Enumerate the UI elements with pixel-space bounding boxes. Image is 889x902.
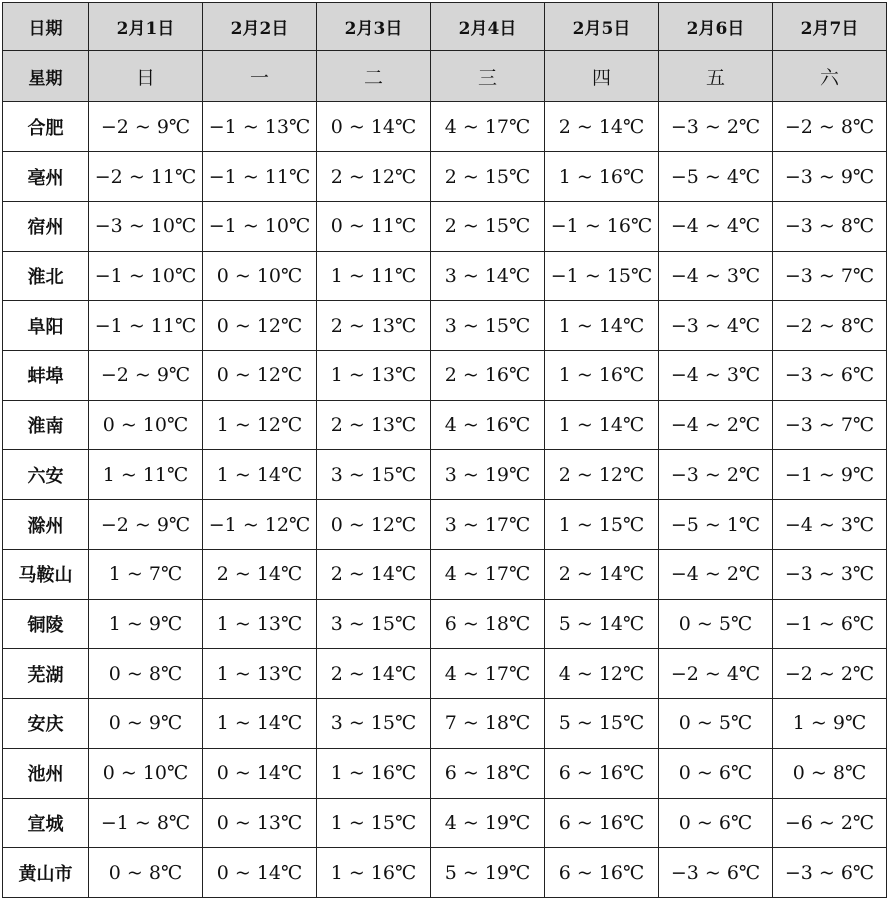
temperature-cell: −2 ~ 9℃ <box>89 351 203 401</box>
weekday-header-row <box>3 50 887 102</box>
temperature-cell: −2 ~ 4℃ <box>659 649 773 699</box>
date-header-cell: 2月1日 <box>89 3 203 51</box>
temperature-cell: 1 ~ 16℃ <box>545 152 659 202</box>
city-name-cell: 滁州 <box>3 500 89 550</box>
temperature-cell: −3 ~ 4℃ <box>659 301 773 351</box>
temperature-cell: 2 ~ 16℃ <box>431 351 545 401</box>
table-row <box>3 599 887 649</box>
temperature-cell: 0 ~ 6℃ <box>659 748 773 798</box>
city-name-cell: 安庆 <box>3 699 89 749</box>
table-row <box>3 301 887 351</box>
temperature-cell: −3 ~ 6℃ <box>773 351 887 401</box>
temperature-cell: −1 ~ 8℃ <box>89 798 203 848</box>
city-name-cell: 合肥 <box>3 102 89 152</box>
temperature-cell: 2 ~ 14℃ <box>545 549 659 599</box>
temperature-cell: 3 ~ 15℃ <box>317 599 431 649</box>
date-header-cell: 2月3日 <box>317 3 431 51</box>
table-row <box>3 450 887 500</box>
temperature-cell: 2 ~ 14℃ <box>203 549 317 599</box>
temperature-cell: 7 ~ 18℃ <box>431 699 545 749</box>
weekday-header-cell: 五 <box>659 50 773 102</box>
weekday-header-cell: 六 <box>773 50 887 102</box>
city-name-cell: 淮北 <box>3 251 89 301</box>
city-name-cell: 池州 <box>3 748 89 798</box>
city-name-cell: 蚌埠 <box>3 351 89 401</box>
temperature-cell: 1 ~ 11℃ <box>317 251 431 301</box>
temperature-cell: −1 ~ 13℃ <box>203 102 317 152</box>
temperature-cell: 6 ~ 18℃ <box>431 748 545 798</box>
date-header-row <box>3 3 887 51</box>
temperature-cell: 2 ~ 12℃ <box>545 450 659 500</box>
temperature-cell: −4 ~ 3℃ <box>659 251 773 301</box>
temperature-cell: −2 ~ 11℃ <box>89 152 203 202</box>
temperature-cell: −6 ~ 2℃ <box>773 798 887 848</box>
temperature-cell: 1 ~ 15℃ <box>545 500 659 550</box>
temperature-cell: −3 ~ 7℃ <box>773 251 887 301</box>
city-name-cell: 芜湖 <box>3 649 89 699</box>
temperature-cell: 1 ~ 16℃ <box>317 848 431 898</box>
date-header-cell: 2月4日 <box>431 3 545 51</box>
temperature-cell: −4 ~ 3℃ <box>659 351 773 401</box>
temperature-cell: 1 ~ 14℃ <box>203 699 317 749</box>
temperature-cell: −1 ~ 12℃ <box>203 500 317 550</box>
date-header-cell: 2月6日 <box>659 3 773 51</box>
temperature-cell: 4 ~ 19℃ <box>431 798 545 848</box>
temperature-cell: −3 ~ 3℃ <box>773 549 887 599</box>
temperature-cell: 2 ~ 13℃ <box>317 301 431 351</box>
weekday-header-cell: 日 <box>89 50 203 102</box>
city-rows <box>3 102 887 898</box>
weekday-header-cell: 三 <box>431 50 545 102</box>
temperature-cell: 0 ~ 10℃ <box>203 251 317 301</box>
temperature-cell: 0 ~ 10℃ <box>89 400 203 450</box>
temperature-cell: 1 ~ 13℃ <box>203 649 317 699</box>
temperature-cell: 1 ~ 9℃ <box>773 699 887 749</box>
temperature-cell: 5 ~ 15℃ <box>545 699 659 749</box>
city-name-cell: 宣城 <box>3 798 89 848</box>
table-row <box>3 201 887 251</box>
temperature-cell: 0 ~ 6℃ <box>659 798 773 848</box>
city-name-cell: 铜陵 <box>3 599 89 649</box>
table-row <box>3 351 887 401</box>
temperature-cell: 2 ~ 14℃ <box>317 649 431 699</box>
weekday-header-cell: 一 <box>203 50 317 102</box>
temperature-cell: −4 ~ 2℃ <box>659 400 773 450</box>
temperature-cell: 1 ~ 9℃ <box>89 599 203 649</box>
temperature-cell: −1 ~ 11℃ <box>203 152 317 202</box>
temperature-cell: 0 ~ 9℃ <box>89 699 203 749</box>
temperature-cell: 2 ~ 14℃ <box>317 549 431 599</box>
table-row <box>3 549 887 599</box>
temperature-cell: −3 ~ 10℃ <box>89 201 203 251</box>
temperature-cell: 1 ~ 14℃ <box>545 301 659 351</box>
temperature-cell: 5 ~ 14℃ <box>545 599 659 649</box>
temperature-cell: 1 ~ 14℃ <box>545 400 659 450</box>
table-row <box>3 798 887 848</box>
temperature-cell: −2 ~ 2℃ <box>773 649 887 699</box>
temperature-cell: 0 ~ 14℃ <box>203 748 317 798</box>
temperature-cell: 0 ~ 14℃ <box>203 848 317 898</box>
temperature-cell: 1 ~ 16℃ <box>317 748 431 798</box>
temperature-cell: 0 ~ 11℃ <box>317 201 431 251</box>
weekday-header-cell: 四 <box>545 50 659 102</box>
temperature-cell: 2 ~ 15℃ <box>431 201 545 251</box>
temperature-cell: −1 ~ 11℃ <box>89 301 203 351</box>
temperature-cell: −4 ~ 2℃ <box>659 549 773 599</box>
table-row <box>3 500 887 550</box>
temperature-cell: 4 ~ 17℃ <box>431 649 545 699</box>
temperature-cell: −1 ~ 6℃ <box>773 599 887 649</box>
city-name-cell: 黄山市 <box>3 848 89 898</box>
temperature-cell: 1 ~ 13℃ <box>317 351 431 401</box>
temperature-cell: −4 ~ 4℃ <box>659 201 773 251</box>
city-name-cell: 马鞍山 <box>3 549 89 599</box>
temperature-cell: −3 ~ 6℃ <box>773 848 887 898</box>
temperature-cell: −2 ~ 8℃ <box>773 102 887 152</box>
temperature-cell: 3 ~ 15℃ <box>317 699 431 749</box>
temperature-cell: −1 ~ 15℃ <box>545 251 659 301</box>
city-name-cell: 宿州 <box>3 201 89 251</box>
temperature-cell: 3 ~ 14℃ <box>431 251 545 301</box>
temperature-cell: 1 ~ 14℃ <box>203 450 317 500</box>
temperature-cell: 0 ~ 12℃ <box>203 301 317 351</box>
temperature-cell: 2 ~ 14℃ <box>545 102 659 152</box>
temperature-cell: −3 ~ 8℃ <box>773 201 887 251</box>
temperature-cell: −5 ~ 4℃ <box>659 152 773 202</box>
temperature-cell: 0 ~ 8℃ <box>773 748 887 798</box>
temperature-cell: 1 ~ 16℃ <box>545 351 659 401</box>
date-header-label: 日期 <box>3 3 89 51</box>
temperature-cell: 0 ~ 13℃ <box>203 798 317 848</box>
temperature-cell: −2 ~ 9℃ <box>89 102 203 152</box>
temperature-cell: 1 ~ 7℃ <box>89 549 203 599</box>
city-name-cell: 亳州 <box>3 152 89 202</box>
temperature-cell: 0 ~ 10℃ <box>89 748 203 798</box>
temperature-cell: 3 ~ 15℃ <box>431 301 545 351</box>
temperature-cell: 1 ~ 15℃ <box>317 798 431 848</box>
date-header-cell: 2月5日 <box>545 3 659 51</box>
temperature-cell: −3 ~ 9℃ <box>773 152 887 202</box>
temperature-cell: −1 ~ 9℃ <box>773 450 887 500</box>
temperature-cell: 5 ~ 19℃ <box>431 848 545 898</box>
city-name-cell: 淮南 <box>3 400 89 450</box>
temperature-cell: −1 ~ 16℃ <box>545 201 659 251</box>
temperature-cell: 3 ~ 17℃ <box>431 500 545 550</box>
temperature-cell: −2 ~ 9℃ <box>89 500 203 550</box>
temperature-cell: 0 ~ 12℃ <box>317 500 431 550</box>
temperature-cell: −2 ~ 8℃ <box>773 301 887 351</box>
temperature-cell: 6 ~ 16℃ <box>545 748 659 798</box>
city-name-cell: 阜阳 <box>3 301 89 351</box>
temperature-cell: 4 ~ 17℃ <box>431 549 545 599</box>
temperature-cell: 4 ~ 12℃ <box>545 649 659 699</box>
weekday-header-label: 星期 <box>3 50 89 102</box>
temperature-cell: 6 ~ 16℃ <box>545 798 659 848</box>
temperature-cell: 0 ~ 8℃ <box>89 848 203 898</box>
temperature-cell: 0 ~ 14℃ <box>317 102 431 152</box>
temperature-cell: 1 ~ 11℃ <box>89 450 203 500</box>
date-header-cell: 2月7日 <box>773 3 887 51</box>
temperature-cell: −3 ~ 2℃ <box>659 450 773 500</box>
table-row <box>3 748 887 798</box>
temperature-cell: −3 ~ 2℃ <box>659 102 773 152</box>
table-row <box>3 251 887 301</box>
temperature-cell: 4 ~ 17℃ <box>431 102 545 152</box>
temperature-cell: 1 ~ 13℃ <box>203 599 317 649</box>
temperature-cell: 1 ~ 12℃ <box>203 400 317 450</box>
weekday-header-cell: 二 <box>317 50 431 102</box>
temperature-cell: −3 ~ 6℃ <box>659 848 773 898</box>
temperature-cell: 0 ~ 12℃ <box>203 351 317 401</box>
temperature-cell: 0 ~ 5℃ <box>659 599 773 649</box>
temperature-cell: 2 ~ 12℃ <box>317 152 431 202</box>
table-row <box>3 152 887 202</box>
table-row <box>3 102 887 152</box>
temperature-cell: 0 ~ 5℃ <box>659 699 773 749</box>
temperature-cell: −3 ~ 7℃ <box>773 400 887 450</box>
temperature-cell: 2 ~ 15℃ <box>431 152 545 202</box>
table-row <box>3 649 887 699</box>
temperature-cell: 2 ~ 13℃ <box>317 400 431 450</box>
forecast-table <box>2 2 887 898</box>
table-row <box>3 699 887 749</box>
temperature-cell: 6 ~ 18℃ <box>431 599 545 649</box>
city-name-cell: 六安 <box>3 450 89 500</box>
temperature-cell: −1 ~ 10℃ <box>203 201 317 251</box>
temperature-cell: −4 ~ 3℃ <box>773 500 887 550</box>
temperature-cell: −1 ~ 10℃ <box>89 251 203 301</box>
date-header-cell: 2月2日 <box>203 3 317 51</box>
temperature-cell: 6 ~ 16℃ <box>545 848 659 898</box>
temperature-cell: 4 ~ 16℃ <box>431 400 545 450</box>
temperature-cell: 3 ~ 15℃ <box>317 450 431 500</box>
table-row <box>3 848 887 898</box>
temperature-cell: 0 ~ 8℃ <box>89 649 203 699</box>
temperature-cell: −5 ~ 1℃ <box>659 500 773 550</box>
table-row <box>3 400 887 450</box>
temperature-cell: 3 ~ 19℃ <box>431 450 545 500</box>
